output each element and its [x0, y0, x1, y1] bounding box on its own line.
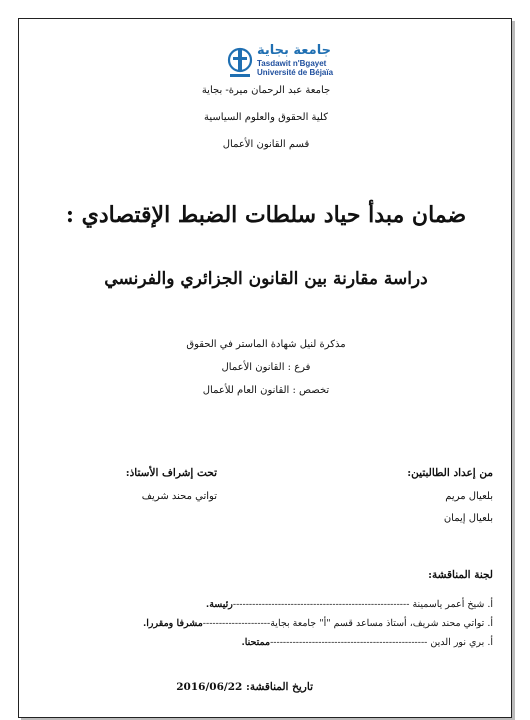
students-label: من إعداد الطالبتين: — [407, 467, 493, 479]
defense-date: 2016/06/22 — [176, 681, 243, 693]
faculty-name: كلية الحقوق والعلوم السياسية — [204, 112, 328, 123]
member-name: أ. بري نور الدين — [427, 637, 493, 648]
thesis-title: ضمان مبدأ حياد سلطات الضبط الإقتصادي : — [65, 202, 467, 228]
supervisor-name: تواتي محند شريف — [141, 491, 217, 502]
thesis-branch: فرع : القانون الأعمال — [221, 362, 311, 373]
university-name: جامعة عبد الرحمان ميرة- بجاية — [201, 85, 331, 96]
committee-member-3 — [241, 637, 493, 648]
member-dashes: ------------------------------------------------------- — [232, 599, 410, 610]
student-name-1: بلعيال مريم — [445, 491, 493, 502]
member-dashes: ------------------------------------------------- — [270, 637, 428, 648]
supervisor-label: تحت إشراف الأستاذ: — [125, 467, 217, 479]
committee-member-1 — [206, 599, 493, 610]
thesis-subtitle: دراسة مقارنة بين القانون الجزائري والفرنسي — [104, 269, 428, 289]
document-page — [18, 18, 512, 718]
logo-arabic-text: جامعة بجاية — [257, 43, 331, 58]
university-logo-icon — [227, 45, 253, 79]
defense-date-row — [176, 681, 313, 693]
committee-member-2 — [143, 618, 493, 629]
department-name: قسم القانون الأعمال — [222, 139, 310, 150]
member-dashes: --------------------- — [202, 618, 271, 629]
thesis-purpose: مذكرة لنيل شهادة الماستر في الحقوق — [186, 339, 346, 350]
member-role: مشرفا ومقررا. — [142, 618, 203, 629]
committee-label: لجنة المناقشة: — [428, 569, 493, 581]
member-role: ممتحنا. — [241, 637, 271, 648]
member-name: أ. تواتي محند شريف، أستاذ مساعد قسم "أ" جامعة بجاية — [270, 618, 493, 629]
member-name: أ. شيخ أعمر ياسمينة — [409, 599, 493, 610]
defense-date-label: تاريخ المناقشة: — [246, 681, 313, 693]
thesis-specialty: تخصص : القانون العام للأعمال — [202, 385, 330, 396]
member-role: رئيسة. — [205, 599, 233, 610]
logo-universite-text: Université de Béjaïa — [257, 68, 334, 77]
university-logo — [227, 41, 347, 87]
logo-tasdawit-text: Tasdawit n'Bgayet — [257, 59, 327, 68]
student-name-2: بلعيال إيمان — [443, 513, 493, 524]
